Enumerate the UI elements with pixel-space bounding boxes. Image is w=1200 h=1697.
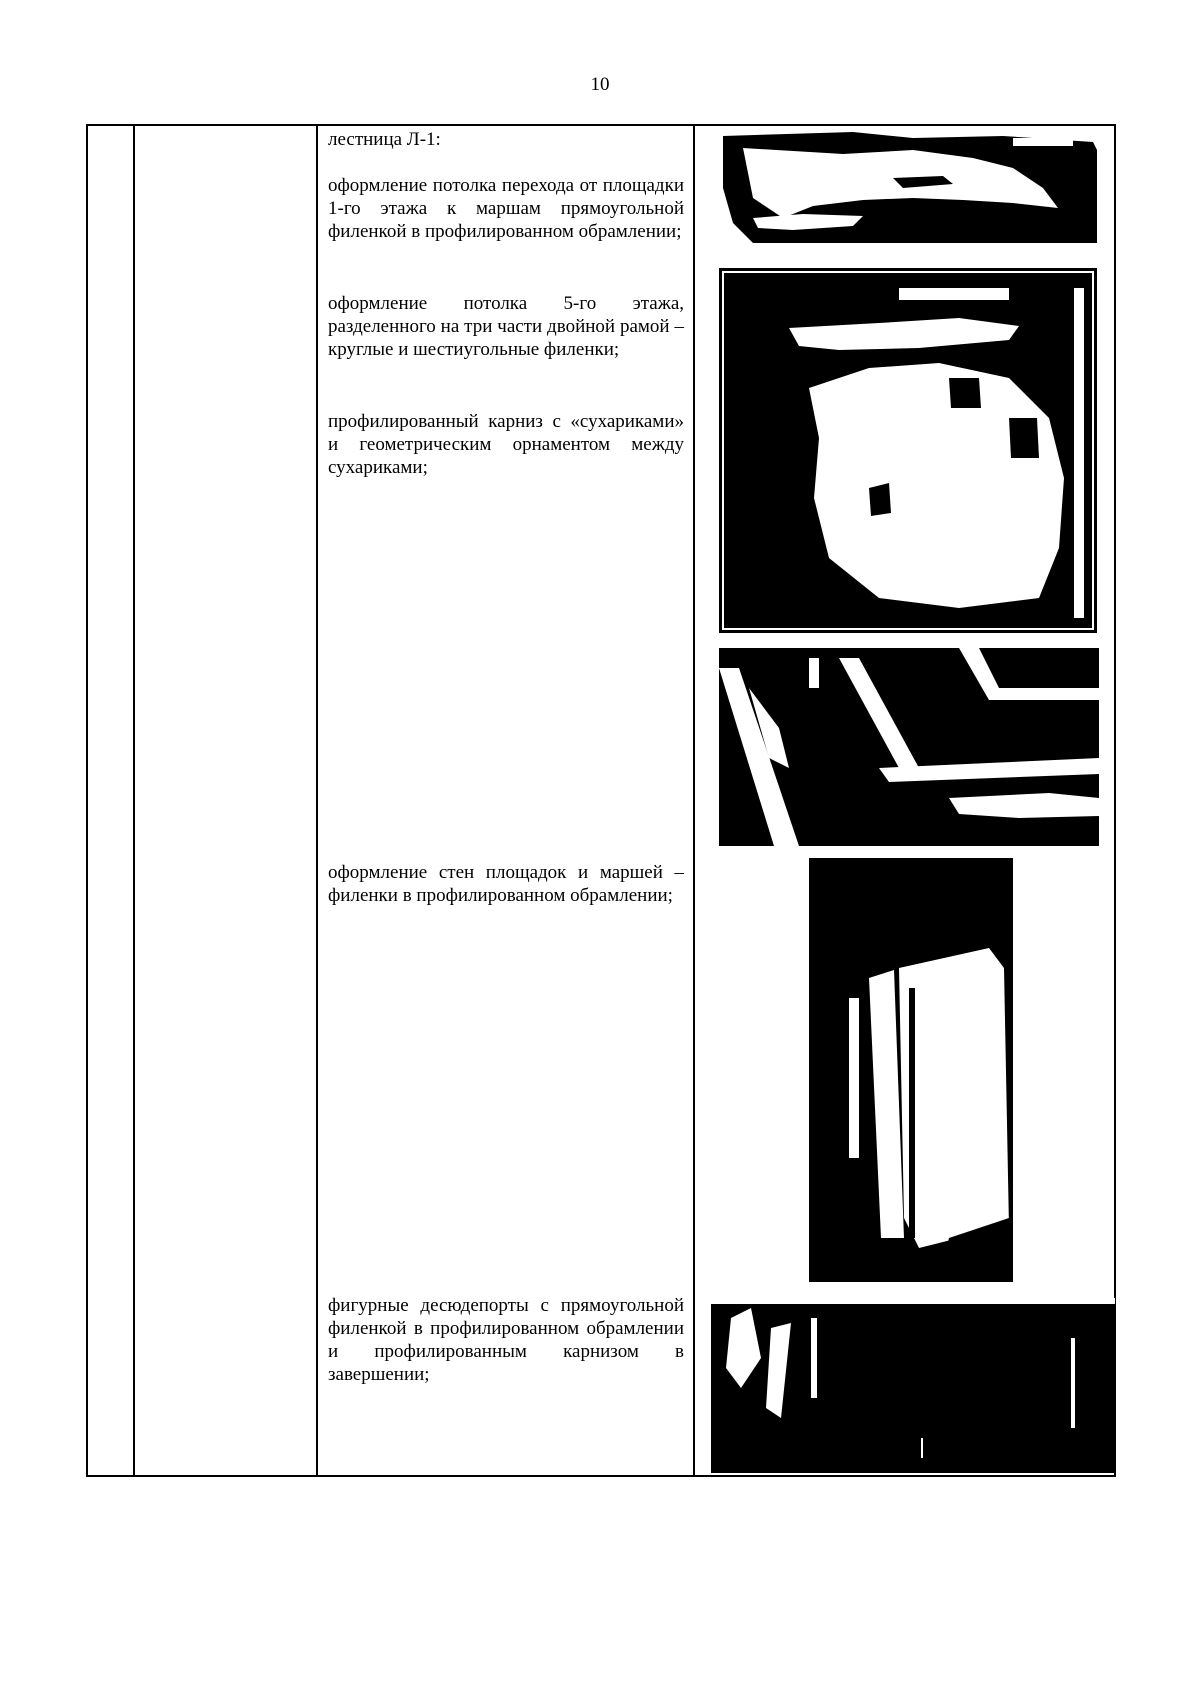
feature-wall-panels: оформление стен площадок и маршей – филенки в профилированном обрамлении; [328, 862, 684, 906]
wall-panels-image [809, 858, 1013, 1282]
page-number: 10 [590, 74, 610, 95]
column-divider-1 [133, 126, 135, 1475]
wall-panels-photo [809, 858, 1013, 1282]
sopraporte-image [711, 1298, 1115, 1473]
ceiling-transition-image [713, 128, 1097, 243]
ceiling-5th-floor-image [719, 268, 1097, 633]
feature-ceiling-5th-floor: оформление потолка 5-го этажа, разделенного на три части двойной рамой – круглые и шестиугольные филенки; [328, 293, 684, 360]
feature-sopraporte: фигурные десюдепорты с прямоугольной филенкой в профилированном обрамлении и профилированным карнизом в завершении; [328, 1295, 684, 1385]
staircase-heading: лестница Л-1: [328, 129, 441, 150]
cornice-image [719, 648, 1099, 846]
feature-ceiling-transition: оформление потолка перехода от площадки 1-го этажа к маршам прямоугольной филенкой в профилированном обрамлении; [328, 175, 684, 242]
ceiling-5th-floor-photo [719, 268, 1097, 633]
feature-cornice: профилированный карниз с «сухариками» и геометрическим орнаментом между сухариками; [328, 411, 684, 478]
sopraporte-photo [711, 1298, 1115, 1473]
ceiling-transition-photo [713, 128, 1097, 243]
cornice-photo [719, 648, 1099, 846]
monument-features-table [86, 124, 1116, 1477]
column-divider-2 [316, 126, 318, 1475]
column-divider-3 [693, 126, 695, 1475]
